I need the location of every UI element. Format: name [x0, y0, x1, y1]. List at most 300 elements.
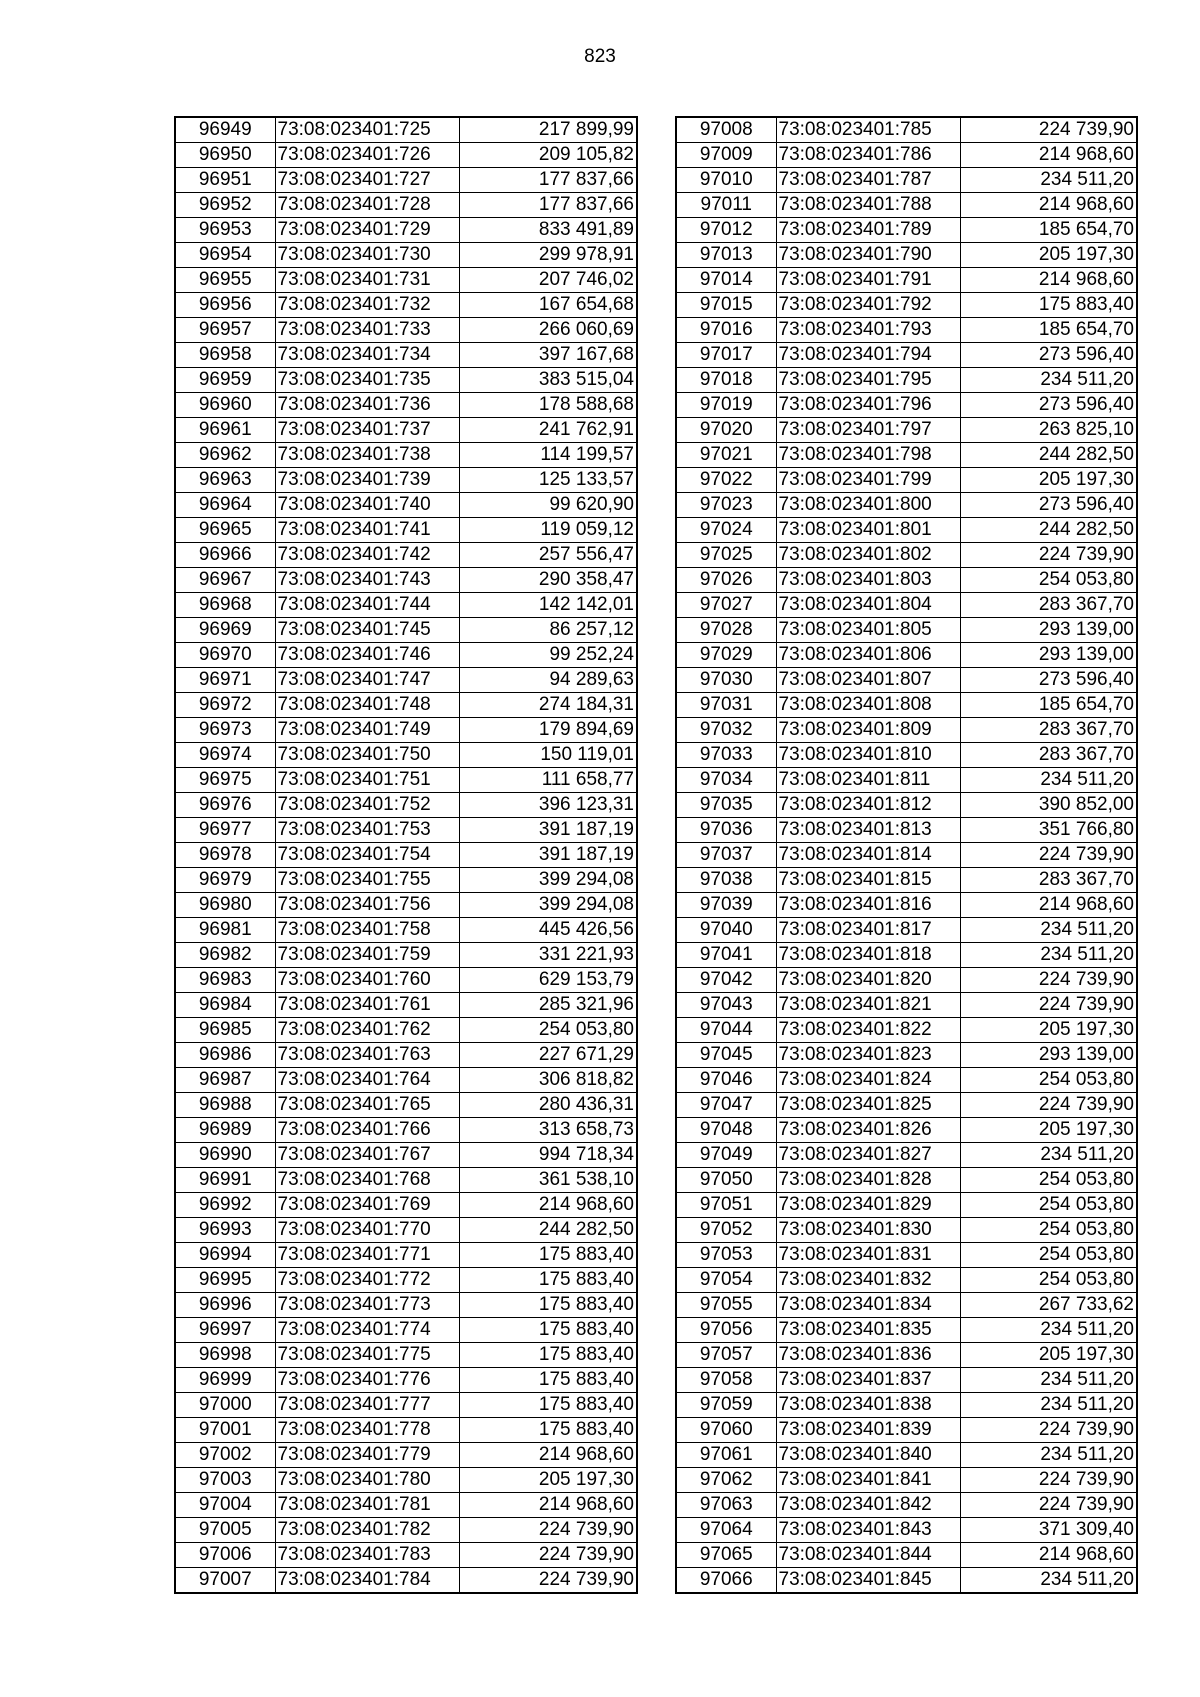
cadastral-number: 73:08:023401:795: [776, 368, 960, 393]
row-number: 96997: [175, 1318, 275, 1343]
table-row: [676, 1293, 1137, 1318]
cadastral-number: 73:08:023401:804: [776, 593, 960, 618]
cadastral-number: 73:08:023401:778: [275, 1418, 459, 1443]
cadastral-value: 86 257,12: [459, 618, 637, 643]
cadastral-value: 629 153,79: [459, 968, 637, 993]
cadastral-number: 73:08:023401:790: [776, 243, 960, 268]
cadastral-number: 73:08:023401:779: [275, 1443, 459, 1468]
row-number: 97027: [676, 593, 776, 618]
cadastral-number: 73:08:023401:731: [275, 268, 459, 293]
table-row: [676, 1568, 1137, 1594]
table-row: [175, 1143, 637, 1168]
cadastral-value: 214 968,60: [459, 1443, 637, 1468]
row-number: 97012: [676, 218, 776, 243]
cadastral-value: 283 367,70: [960, 868, 1137, 893]
cadastral-number: 73:08:023401:743: [275, 568, 459, 593]
cadastral-value: 306 818,82: [459, 1068, 637, 1093]
page-number: 823: [584, 46, 616, 67]
cadastral-value: 175 883,40: [960, 293, 1137, 318]
cadastral-value: 224 739,90: [960, 1093, 1137, 1118]
cadastral-number: 73:08:023401:811: [776, 768, 960, 793]
cadastral-number: 73:08:023401:746: [275, 643, 459, 668]
cadastral-value: 234 511,20: [960, 1368, 1137, 1393]
table-row: [175, 1318, 637, 1343]
table-row: [175, 343, 637, 368]
cadastral-value: 175 883,40: [459, 1418, 637, 1443]
cadastral-number: 73:08:023401:830: [776, 1218, 960, 1243]
row-number: 97031: [676, 693, 776, 718]
row-number: 96956: [175, 293, 275, 318]
row-number: 97022: [676, 468, 776, 493]
table-row: [175, 743, 637, 768]
table-row: [175, 243, 637, 268]
cadastral-number: 73:08:023401:838: [776, 1393, 960, 1418]
cadastral-value: 175 883,40: [459, 1293, 637, 1318]
cadastral-number: 73:08:023401:832: [776, 1268, 960, 1293]
cadastral-value: 175 883,40: [459, 1393, 637, 1418]
table-row: [676, 643, 1137, 668]
table-row: [676, 468, 1137, 493]
cadastral-value: 205 197,30: [960, 468, 1137, 493]
table-row: [676, 1018, 1137, 1043]
row-number: 97016: [676, 318, 776, 343]
cadastral-number: 73:08:023401:740: [275, 493, 459, 518]
cadastral-number: 73:08:023401:793: [776, 318, 960, 343]
table-row: [676, 793, 1137, 818]
cadastral-value: 241 762,91: [459, 418, 637, 443]
cadastral-value: 331 221,93: [459, 943, 637, 968]
row-number: 96989: [175, 1118, 275, 1143]
cadastral-value: 244 282,50: [960, 443, 1137, 468]
table-row: [175, 1218, 637, 1243]
cadastral-number: 73:08:023401:803: [776, 568, 960, 593]
table-row: [175, 443, 637, 468]
cadastral-value: 254 053,80: [459, 1018, 637, 1043]
row-number: 97036: [676, 818, 776, 843]
cadastral-number: 73:08:023401:725: [275, 117, 459, 143]
table-row: [676, 518, 1137, 543]
row-number: 97049: [676, 1143, 776, 1168]
row-number: 96984: [175, 993, 275, 1018]
cadastral-number: 73:08:023401:806: [776, 643, 960, 668]
table-row: [175, 318, 637, 343]
cadastral-number: 73:08:023401:752: [275, 793, 459, 818]
table-row: [175, 1393, 637, 1418]
cadastral-value: 214 968,60: [960, 1543, 1137, 1568]
cadastral-number: 73:08:023401:728: [275, 193, 459, 218]
row-number: 96961: [175, 418, 275, 443]
row-number: 96993: [175, 1218, 275, 1243]
table-row: [175, 143, 637, 168]
cadastral-number: 73:08:023401:820: [776, 968, 960, 993]
cadastral-value: 254 053,80: [960, 1068, 1137, 1093]
cadastral-value: 299 978,91: [459, 243, 637, 268]
table-row: [175, 818, 637, 843]
table-row: [676, 843, 1137, 868]
row-number: 96996: [175, 1293, 275, 1318]
table-row: [175, 918, 637, 943]
row-number: 97000: [175, 1393, 275, 1418]
cadastral-value: 273 596,40: [960, 493, 1137, 518]
cadastral-number: 73:08:023401:729: [275, 218, 459, 243]
table-row: [175, 268, 637, 293]
table-row: [175, 793, 637, 818]
cadastral-number: 73:08:023401:759: [275, 943, 459, 968]
cadastral-number: 73:08:023401:781: [275, 1493, 459, 1518]
row-number: 97058: [676, 1368, 776, 1393]
table-row: [175, 1043, 637, 1068]
cadastral-value: 267 733,62: [960, 1293, 1137, 1318]
cadastral-value: 254 053,80: [960, 1243, 1137, 1268]
cadastral-value: 111 658,77: [459, 768, 637, 793]
cadastral-number: 73:08:023401:730: [275, 243, 459, 268]
row-number: 97008: [676, 117, 776, 143]
cadastral-number: 73:08:023401:768: [275, 1168, 459, 1193]
row-number: 96968: [175, 593, 275, 618]
cadastral-number: 73:08:023401:754: [275, 843, 459, 868]
cadastral-value: 224 739,90: [459, 1568, 637, 1594]
table-row: [175, 1468, 637, 1493]
row-number: 97005: [175, 1518, 275, 1543]
table-row: [175, 993, 637, 1018]
cadastral-number: 73:08:023401:799: [776, 468, 960, 493]
cadastral-value: 205 197,30: [459, 1468, 637, 1493]
row-number: 96953: [175, 218, 275, 243]
table-row: [676, 693, 1137, 718]
table-row: [676, 1168, 1137, 1193]
row-number: 97066: [676, 1568, 776, 1594]
cadastral-value: 234 511,20: [960, 1318, 1137, 1343]
cadastral-number: 73:08:023401:782: [275, 1518, 459, 1543]
table-row: [175, 643, 637, 668]
row-number: 97026: [676, 568, 776, 593]
cadastral-number: 73:08:023401:750: [275, 743, 459, 768]
table-row: [676, 618, 1137, 643]
cadastral-value: 224 739,90: [459, 1518, 637, 1543]
cadastral-value: 290 358,47: [459, 568, 637, 593]
cadastral-number: 73:08:023401:836: [776, 1343, 960, 1368]
table-body-left: [175, 117, 637, 1593]
row-number: 96957: [175, 318, 275, 343]
cadastral-value: 399 294,08: [459, 893, 637, 918]
cadastral-value: 224 739,90: [459, 1543, 637, 1568]
row-number: 97017: [676, 343, 776, 368]
row-number: 97042: [676, 968, 776, 993]
cadastral-value: 254 053,80: [960, 1168, 1137, 1193]
cadastral-number: 73:08:023401:840: [776, 1443, 960, 1468]
cadastral-value: 224 739,90: [960, 843, 1137, 868]
row-number: 97023: [676, 493, 776, 518]
table-row: [676, 868, 1137, 893]
cadastral-number: 73:08:023401:786: [776, 143, 960, 168]
row-number: 97037: [676, 843, 776, 868]
cadastral-number: 73:08:023401:738: [275, 443, 459, 468]
cadastral-number: 73:08:023401:732: [275, 293, 459, 318]
cadastral-value: 383 515,04: [459, 368, 637, 393]
cadastral-number: 73:08:023401:814: [776, 843, 960, 868]
table-row: [676, 1393, 1137, 1418]
cadastral-number: 73:08:023401:824: [776, 1068, 960, 1093]
cadastral-number: 73:08:023401:783: [275, 1543, 459, 1568]
cadastral-value: 313 658,73: [459, 1118, 637, 1143]
row-number: 97046: [676, 1068, 776, 1093]
cadastral-value: 283 367,70: [960, 743, 1137, 768]
cadastral-number: 73:08:023401:839: [776, 1418, 960, 1443]
cadastral-value: 205 197,30: [960, 1018, 1137, 1043]
table-row: [676, 568, 1137, 593]
table-row: [676, 1518, 1137, 1543]
cadastral-value: 263 825,10: [960, 418, 1137, 443]
row-number: 97038: [676, 868, 776, 893]
row-number: 97018: [676, 368, 776, 393]
table-row: [175, 1493, 637, 1518]
row-number: 96975: [175, 768, 275, 793]
row-number: 97043: [676, 993, 776, 1018]
table-row: [175, 368, 637, 393]
cadastral-value: 214 968,60: [960, 893, 1137, 918]
cadastral-value: 244 282,50: [459, 1218, 637, 1243]
table-row: [175, 543, 637, 568]
row-number: 97024: [676, 518, 776, 543]
cadastral-number: 73:08:023401:807: [776, 668, 960, 693]
cadastral-number: 73:08:023401:741: [275, 518, 459, 543]
cadastral-value: 178 588,68: [459, 393, 637, 418]
row-number: 97021: [676, 443, 776, 468]
row-number: 97056: [676, 1318, 776, 1343]
cadastral-value: 283 367,70: [960, 593, 1137, 618]
cadastral-number: 73:08:023401:834: [776, 1293, 960, 1318]
row-number: 96985: [175, 1018, 275, 1043]
cadastral-value: 234 511,20: [960, 1443, 1137, 1468]
cadastral-value: 119 059,12: [459, 518, 637, 543]
table-row: [676, 1368, 1137, 1393]
cadastral-number: 73:08:023401:774: [275, 1318, 459, 1343]
cadastral-number: 73:08:023401:734: [275, 343, 459, 368]
cadastral-value: 175 883,40: [459, 1318, 637, 1343]
row-number: 96987: [175, 1068, 275, 1093]
cadastral-value: 254 053,80: [960, 568, 1137, 593]
table-row: [676, 1493, 1137, 1518]
row-number: 97011: [676, 193, 776, 218]
row-number: 96974: [175, 743, 275, 768]
cadastral-number: 73:08:023401:747: [275, 668, 459, 693]
row-number: 96986: [175, 1043, 275, 1068]
cadastral-value: 396 123,31: [459, 793, 637, 818]
row-number: 96950: [175, 143, 275, 168]
cadastral-value: 234 511,20: [960, 1393, 1137, 1418]
table-row: [175, 468, 637, 493]
row-number: 97055: [676, 1293, 776, 1318]
cadastral-value: 391 187,19: [459, 818, 637, 843]
cadastral-number: 73:08:023401:770: [275, 1218, 459, 1243]
cadastral-value: 224 739,90: [960, 1468, 1137, 1493]
row-number: 96980: [175, 893, 275, 918]
row-number: 96958: [175, 343, 275, 368]
cadastral-value: 234 511,20: [960, 768, 1137, 793]
table-row: [676, 743, 1137, 768]
row-number: 97010: [676, 168, 776, 193]
cadastral-number: 73:08:023401:767: [275, 1143, 459, 1168]
cadastral-number: 73:08:023401:843: [776, 1518, 960, 1543]
row-number: 96978: [175, 843, 275, 868]
cadastral-value: 142 142,01: [459, 593, 637, 618]
cadastral-value: 205 197,30: [960, 1118, 1137, 1143]
row-number: 97048: [676, 1118, 776, 1143]
cadastral-value: 214 968,60: [960, 268, 1137, 293]
table-row: [676, 493, 1137, 518]
cadastral-value: 397 167,68: [459, 343, 637, 368]
cadastral-value: 99 620,90: [459, 493, 637, 518]
cadastral-value: 207 746,02: [459, 268, 637, 293]
table-row: [676, 1043, 1137, 1068]
table-row: [676, 993, 1137, 1018]
cadastral-number: 73:08:023401:818: [776, 943, 960, 968]
row-number: 97039: [676, 893, 776, 918]
cadastral-value: 399 294,08: [459, 868, 637, 893]
cadastral-value: 224 739,90: [960, 1418, 1137, 1443]
table-row: [676, 168, 1137, 193]
cadastral-value: 361 538,10: [459, 1168, 637, 1193]
cadastral-value: 234 511,20: [960, 943, 1137, 968]
table-row: [676, 1468, 1137, 1493]
cadastral-value: 175 883,40: [459, 1368, 637, 1393]
cadastral-value: 833 491,89: [459, 218, 637, 243]
cadastral-number: 73:08:023401:726: [275, 143, 459, 168]
table-row: [676, 1318, 1137, 1343]
table-row: [175, 1243, 637, 1268]
row-number: 97015: [676, 293, 776, 318]
table-row: [676, 943, 1137, 968]
row-number: 97065: [676, 1543, 776, 1568]
table-row: [175, 1168, 637, 1193]
table-row: [676, 293, 1137, 318]
cadastral-number: 73:08:023401:817: [776, 918, 960, 943]
cadastral-number: 73:08:023401:787: [776, 168, 960, 193]
cadastral-number: 73:08:023401:844: [776, 1543, 960, 1568]
cadastral-number: 73:08:023401:822: [776, 1018, 960, 1043]
cadastral-number: 73:08:023401:829: [776, 1193, 960, 1218]
table-row: [175, 193, 637, 218]
cadastral-value: 371 309,40: [960, 1518, 1137, 1543]
cadastral-value: 280 436,31: [459, 1093, 637, 1118]
cadastral-value: 234 511,20: [960, 368, 1137, 393]
table-row: [175, 668, 637, 693]
row-number: 97004: [175, 1493, 275, 1518]
table-row: [676, 443, 1137, 468]
cadastral-number: 73:08:023401:842: [776, 1493, 960, 1518]
row-number: 97057: [676, 1343, 776, 1368]
cadastral-value: 209 105,82: [459, 143, 637, 168]
cadastral-number: 73:08:023401:735: [275, 368, 459, 393]
cadastral-value: 293 139,00: [960, 618, 1137, 643]
cadastral-number: 73:08:023401:736: [275, 393, 459, 418]
row-number: 96965: [175, 518, 275, 543]
row-number: 96971: [175, 668, 275, 693]
cadastral-value: 185 654,70: [960, 318, 1137, 343]
cadastral-value: 257 556,47: [459, 543, 637, 568]
cadastral-number: 73:08:023401:771: [275, 1243, 459, 1268]
row-number: 96960: [175, 393, 275, 418]
row-number: 97059: [676, 1393, 776, 1418]
cadastral-value: 293 139,00: [960, 643, 1137, 668]
row-number: 97034: [676, 768, 776, 793]
row-number: 96973: [175, 718, 275, 743]
cadastral-number: 73:08:023401:765: [275, 1093, 459, 1118]
row-number: 97030: [676, 668, 776, 693]
table-row: [676, 368, 1137, 393]
cadastral-value: 224 739,90: [960, 1493, 1137, 1518]
table-row: [676, 143, 1137, 168]
row-number: 97002: [175, 1443, 275, 1468]
table-row: [175, 418, 637, 443]
cadastral-number: 73:08:023401:764: [275, 1068, 459, 1093]
table-row: [676, 418, 1137, 443]
cadastral-number: 73:08:023401:791: [776, 268, 960, 293]
table-row: [175, 618, 637, 643]
table-row: [175, 693, 637, 718]
cadastral-value: 227 671,29: [459, 1043, 637, 1068]
cadastral-number: 73:08:023401:802: [776, 543, 960, 568]
cadastral-value: 175 883,40: [459, 1343, 637, 1368]
cadastral-value: 445 426,56: [459, 918, 637, 943]
cadastral-number: 73:08:023401:758: [275, 918, 459, 943]
row-number: 97035: [676, 793, 776, 818]
cadastral-value: 150 119,01: [459, 743, 637, 768]
cadastral-value: 99 252,24: [459, 643, 637, 668]
table-row: [676, 543, 1137, 568]
cadastral-number: 73:08:023401:808: [776, 693, 960, 718]
cadastral-number: 73:08:023401:763: [275, 1043, 459, 1068]
table-row: [175, 1093, 637, 1118]
table-row: [676, 918, 1137, 943]
table-row: [676, 268, 1137, 293]
cadastral-number: 73:08:023401:812: [776, 793, 960, 818]
row-number: 97041: [676, 943, 776, 968]
table-row: [676, 718, 1137, 743]
table-row: [175, 1293, 637, 1318]
table-row: [175, 593, 637, 618]
cadastral-number: 73:08:023401:826: [776, 1118, 960, 1143]
table-row: [676, 1143, 1137, 1168]
row-number: 96982: [175, 943, 275, 968]
table-row: [175, 493, 637, 518]
cadastral-number: 73:08:023401:816: [776, 893, 960, 918]
row-number: 96952: [175, 193, 275, 218]
cadastral-number: 73:08:023401:775: [275, 1343, 459, 1368]
cadastral-number: 73:08:023401:753: [275, 818, 459, 843]
row-number: 97053: [676, 1243, 776, 1268]
cadastral-number: 73:08:023401:756: [275, 893, 459, 918]
cadastral-number: 73:08:023401:835: [776, 1318, 960, 1343]
cadastral-number: 73:08:023401:748: [275, 693, 459, 718]
cadastral-value: 273 596,40: [960, 343, 1137, 368]
row-number: 96976: [175, 793, 275, 818]
row-number: 97032: [676, 718, 776, 743]
table-row: [175, 768, 637, 793]
table-row: [175, 1368, 637, 1393]
row-number: 97009: [676, 143, 776, 168]
cadastral-value: 234 511,20: [960, 918, 1137, 943]
table-row: [676, 968, 1137, 993]
table-row: [175, 518, 637, 543]
cadastral-number: 73:08:023401:745: [275, 618, 459, 643]
cadastral-value: 185 654,70: [960, 693, 1137, 718]
cadastral-number: 73:08:023401:737: [275, 418, 459, 443]
cadastral-number: 73:08:023401:845: [776, 1568, 960, 1594]
cadastral-number: 73:08:023401:780: [275, 1468, 459, 1493]
row-number: 96998: [175, 1343, 275, 1368]
row-number: 96972: [175, 693, 275, 718]
